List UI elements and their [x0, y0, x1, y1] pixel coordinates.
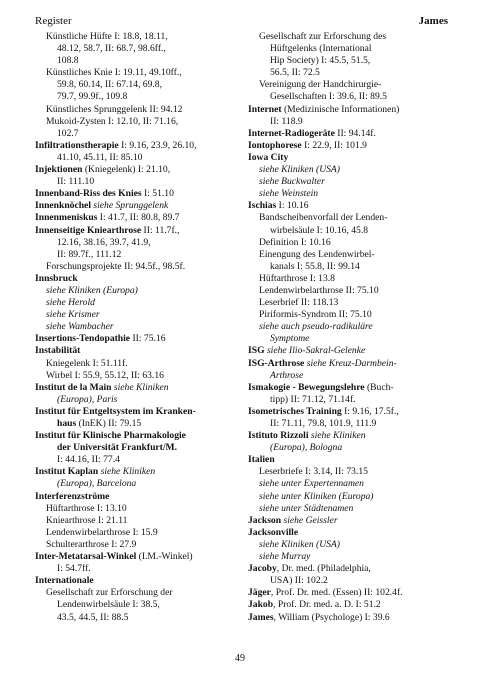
cross-reference: (Europa), Bologna: [270, 442, 343, 454]
index-locator-text: (Medizinische Informationen): [281, 103, 400, 115]
index-headword: haus: [57, 418, 77, 429]
index-entry-continuation: [35, 418, 238, 430]
index-locator-text: (I.M.-Winkel): [136, 551, 193, 563]
index-locator-text: 41.10, 45.11, II: 85.10: [57, 151, 143, 163]
index-locator-text: II: 111.10: [57, 176, 95, 188]
index-entry-continuation: [35, 128, 238, 140]
index-subentry: [248, 164, 449, 176]
index-entry: [248, 140, 449, 152]
index-locator-text: Gesellschaft zur Erforschung des: [259, 31, 387, 42]
index-subentry: [248, 539, 449, 551]
index-locator-text: Hüftgelenks (International: [270, 43, 372, 55]
index-entry: [248, 515, 449, 527]
cross-reference: siehe Kliniken: [111, 381, 169, 393]
index-locator-text: II: 11.7f.,: [141, 224, 180, 236]
index-subentry: [35, 31, 238, 43]
index-locator-text: I: 54.7ff.: [57, 563, 91, 575]
index-locator-text: 43.5, 44.5, II: 88.5: [57, 611, 129, 623]
index-subentry: [248, 478, 449, 490]
index-entry-continuation: [35, 478, 238, 490]
index-headword: ISG: [248, 345, 265, 357]
index-locator-text: Einengung des Lendenwirbel-: [259, 248, 375, 260]
index-entry-continuation: [248, 442, 449, 454]
index-subentry: [248, 176, 449, 188]
index-subentry: [248, 491, 449, 503]
index-headword: James: [248, 611, 274, 623]
index-entry-continuation: [35, 249, 238, 261]
index-headword: Ismakogie - Bewegungslehre: [248, 381, 365, 393]
index-locator-text: , Prof. Dr. med. a. D. I: 51.2: [273, 599, 381, 611]
index-entry-continuation: [248, 225, 449, 237]
index-entry: [248, 200, 449, 212]
header-guide-word: James: [418, 15, 448, 27]
index-entry-continuation: [248, 575, 449, 587]
cross-reference: Arthrose: [270, 369, 304, 381]
index-subentry: [35, 358, 238, 370]
index-entry-continuation: [248, 261, 449, 273]
index-locator-text: , Prof. Dr. med. (Essen) II: 102.4f.: [270, 587, 403, 599]
index-subentry: [35, 285, 238, 297]
index-subentry: [35, 116, 238, 128]
index-entry-continuation: [248, 418, 449, 430]
index-locator-text: I: 10.16: [276, 200, 309, 212]
index-locator-text: (Buch-: [364, 381, 394, 393]
index-locator-text: Künstliches Sprunggelenk II: 94.12: [46, 103, 183, 115]
cross-reference: siehe Murray: [259, 551, 311, 563]
index-locator-text: Vereinigung der Handchirurgie-: [259, 79, 382, 91]
index-subentry: [35, 503, 238, 515]
index-locator-text: Kniegelenk I: 51.11f.: [46, 357, 128, 369]
index-headword: Interferenzströme: [35, 490, 110, 502]
cross-reference: siehe Wambacher: [46, 321, 114, 333]
index-headword: Jacksonville: [248, 526, 299, 538]
index-subentry: [35, 539, 238, 551]
index-entry: [35, 333, 238, 345]
index-entry: [35, 575, 238, 587]
index-entry: [248, 612, 449, 624]
index-entry: [35, 382, 238, 394]
index-locator-text: kanals I: 55.8, II: 99.14: [270, 260, 360, 272]
index-entry: [35, 140, 238, 152]
cross-reference: siehe Kreuz-Darmbein-: [304, 357, 397, 369]
index-locator-text: Mukoid-Zysten I: 12.10, II: 71.16,: [46, 115, 179, 127]
index-headword: Jackson: [248, 514, 282, 526]
index-locator-text: II: 89.7f., 111.12: [57, 248, 122, 260]
index-subentry: [248, 249, 449, 261]
index-entry: [248, 128, 449, 140]
index-headword: Jakob: [248, 599, 274, 611]
index-headword: Jäger: [248, 587, 271, 599]
index-entry-continuation: [248, 55, 449, 67]
index-entry: [35, 551, 238, 563]
index-entry: [248, 406, 449, 418]
index-entry: [35, 225, 238, 237]
index-entry: [35, 345, 238, 357]
index-locator-text: I: 41.7, II: 80.8, 89.7: [97, 212, 180, 224]
index-locator-text: , William (Psychologe) I: 39.6: [273, 611, 390, 623]
index-headword: Instabilität: [35, 345, 81, 357]
index-subentry: [248, 273, 449, 285]
cross-reference: siehe Sprunggelenk: [90, 200, 169, 212]
index-headword: Institut Kaplan: [35, 466, 99, 478]
index-locator-text: II: 94.14f.: [334, 127, 376, 139]
index-locator-text: Leserbrief II: 118.13: [259, 297, 339, 309]
index-locator-text: 12.16, 38.16, 39.7, 41.9,: [57, 236, 151, 248]
index-entry-continuation: [35, 91, 238, 103]
index-headword: Innenknöchel: [35, 200, 91, 212]
index-locator-text: II: 75.16: [130, 333, 166, 345]
index-entry: [248, 152, 449, 164]
index-locator-text: Gesellschaft zur Erforschung der: [46, 587, 173, 599]
index-headword: Iontophorese: [248, 139, 302, 151]
index-locator-text: (Kniegelenk) I: 21.10,: [82, 164, 171, 176]
index-headword: Ischias: [248, 200, 277, 212]
index-locator-text: 59.8, 60.14, II: 67.14, 69.8,: [57, 79, 162, 91]
index-headword: ISG-Arthrose: [248, 357, 305, 369]
cross-reference: siehe Kliniken: [98, 466, 156, 478]
index-subentry: [248, 503, 449, 515]
index-entry-continuation: [248, 91, 449, 103]
index-subentry: [248, 79, 449, 91]
index-subentry: [35, 104, 238, 116]
index-locator-text: I: 51.10: [141, 188, 174, 200]
index-locator-text: Lendenwirbelsäule I: 38.5,: [57, 599, 160, 611]
index-subentry: [248, 466, 449, 478]
index-locator-text: (InEK) II: 79.15: [76, 418, 142, 429]
index-locator-text: 56.5, II: 72.5: [270, 67, 320, 79]
index-headword: Innenmeniskus: [35, 212, 98, 224]
index-entry: [35, 430, 238, 442]
header-section-title: Register: [35, 15, 72, 27]
index-entry-continuation: [35, 394, 238, 406]
index-locator-text: tipp) II: 71.12, 71.14f.: [270, 393, 356, 405]
index-subentry: [35, 67, 238, 79]
index-entry-continuation: [35, 79, 238, 91]
index-entry-continuation: [35, 43, 238, 55]
index-locator-text: I: 9.16, 17.5f.,: [341, 405, 399, 417]
cross-reference: (Europa), Paris: [57, 393, 118, 405]
index-entry-continuation: [35, 442, 238, 454]
index-entry: [248, 563, 449, 575]
index-locator-text: 102.7: [57, 127, 79, 139]
index-entry: [248, 382, 449, 394]
cross-reference: siehe Krismer: [46, 309, 100, 321]
index-entry-continuation: [248, 370, 449, 382]
index-headword: Injektionen: [35, 164, 83, 176]
index-entry-continuation: [35, 176, 238, 188]
index-headword: Jacoby: [248, 563, 277, 575]
index-subentry: [248, 321, 449, 333]
index-entry: [248, 454, 449, 466]
index-locator-text: Hüftarthrose I: 13.8: [259, 272, 335, 284]
index-locator-text: I: 22.9, II: 101.9: [301, 139, 367, 151]
index-locator-text: Kniearthrose I: 21.11: [46, 514, 128, 526]
index-locator-text: II: 71.11, 79.8, 101.9, 111.9: [270, 418, 377, 429]
running-header: [35, 13, 448, 29]
index-entry: [35, 188, 238, 200]
index-headword: Institut für Klinische Pharmakologie: [35, 430, 186, 442]
index-locator-text: USA) II: 102.2: [270, 575, 328, 587]
index-locator-text: Bandscheibenvorfall der Lenden-: [259, 212, 388, 224]
index-entry-continuation: [248, 43, 449, 55]
index-subentry: [248, 212, 449, 224]
index-entry: [248, 527, 449, 539]
index-entry: [35, 273, 238, 285]
index-subentry: [35, 297, 238, 309]
index-subentry: [35, 527, 238, 539]
cross-reference: siehe Kliniken: [308, 430, 366, 442]
index-subentry: [248, 237, 449, 249]
index-subentry: [248, 309, 449, 321]
index-subentry: [35, 321, 238, 333]
index-entry-continuation: [248, 116, 449, 128]
index-subentry: [248, 297, 449, 309]
index-locator-text: I: 44.16, II: 77.4: [57, 454, 120, 466]
cross-reference: siehe unter Städtenamen: [259, 502, 354, 514]
index-subentry: [35, 370, 238, 382]
index-entry: [248, 358, 449, 370]
index-headword: Institut de la Main: [35, 381, 112, 393]
index-entry: [35, 200, 238, 212]
index-locator-text: II: 118.9: [270, 115, 303, 127]
index-entry-continuation: [35, 152, 238, 164]
cross-reference: Symptome: [270, 333, 310, 345]
index-headword: Innenband-Riss des Knies: [35, 188, 142, 200]
index-headword: Istituto Rizzoli: [248, 430, 309, 442]
index-entry-continuation: [35, 55, 238, 67]
page-number: 49: [235, 653, 245, 664]
cross-reference: siehe Kliniken (USA): [259, 164, 340, 176]
index-locator-text: I: 9.16, 23.9, 26.10,: [118, 139, 197, 151]
index-headword: Insertions-Tendopathie: [35, 333, 131, 345]
index-entry-continuation: [35, 454, 238, 466]
index-locator-text: Hip Society) I: 45.5, 51.5,: [270, 55, 371, 67]
index-entry: [35, 466, 238, 478]
index-locator-text: Definition I: 10.16: [259, 236, 331, 248]
index-locator-text: Leserbriefe I: 3.14, II: 73.15: [259, 466, 368, 478]
index-locator-text: Künstliche Hüfte I: 18.8, 18.11,: [46, 31, 168, 42]
index-locator-text: 79.7, 99.9f., 109.8: [57, 91, 128, 103]
cross-reference: siehe auch pseudo-radikuläre: [259, 321, 373, 333]
cross-reference: siehe Kliniken (USA): [259, 538, 340, 550]
index-headword: Institut für Entgeltsystem im Kranken-: [35, 405, 196, 417]
index-entry: [35, 491, 238, 503]
index-headword: Internet-Radiogeräte: [248, 127, 335, 139]
index-entry-continuation: [35, 563, 238, 575]
index-headword: Iowa City: [248, 151, 289, 163]
index-entry: [248, 430, 449, 442]
index-entry-continuation: [248, 333, 449, 345]
index-headword: der Universität Frankfurt/M.: [57, 442, 177, 454]
index-locator-text: wirbelsäule I: 10.16, 45.8: [270, 224, 369, 236]
index-entry-continuation: [35, 237, 238, 249]
index-locator-text: Gesellschaften I: 39.6, II: 89.5: [270, 91, 387, 103]
index-locator-text: , Dr. med. (Philadelphia,: [276, 563, 371, 575]
index-entry: [248, 345, 449, 357]
index-headword: Isometrisches Training: [248, 405, 342, 417]
index-entry-continuation: [248, 394, 449, 406]
index-locator-text: 108.8: [57, 55, 79, 67]
index-subentry: [35, 515, 238, 527]
index-subentry: [248, 188, 449, 200]
index-entry-continuation: [248, 67, 449, 79]
index-headword: Infiltrationstherapie: [35, 139, 119, 151]
index-entry-continuation: [35, 612, 238, 624]
index-locator-text: Wirbel I: 55.9, 55.12, II: 63.16: [46, 369, 164, 381]
cross-reference: siehe Kliniken (Europa): [46, 284, 138, 296]
cross-reference: siehe Buckwalter: [259, 176, 325, 188]
index-locator-text: Künstliches Knie I: 19.11, 49.10ff.,: [46, 67, 182, 79]
cross-reference: siehe Ilio-Sakral-Gelenke: [264, 345, 366, 357]
index-column-right: [248, 31, 449, 624]
cross-reference: (Europa), Barcelona: [57, 478, 137, 490]
index-subentry: [248, 285, 449, 297]
index-locator-text: Piriformis-Syndrom II: 75.10: [259, 309, 372, 321]
index-headword: Inter-Metatarsal-Winkel: [35, 551, 137, 563]
cross-reference: siehe Geissler: [281, 514, 338, 526]
index-locator-text: Lendenwirbelarthrose II: 75.10: [259, 284, 379, 296]
index-subentry: [35, 587, 238, 599]
cross-reference: siehe unter Expertennamen: [259, 478, 364, 490]
cross-reference: siehe unter Kliniken (Europa): [259, 490, 374, 502]
cross-reference: siehe Weinstein: [259, 188, 319, 200]
index-subentry: [35, 261, 238, 273]
index-locator-text: Hüftarthrose I: 13.10: [46, 502, 127, 514]
index-headword: Innenseitige Kniearthrose: [35, 224, 142, 236]
index-locator-text: Lendenwirbelarthrose I: 15.9: [46, 526, 158, 538]
index-headword: Italien: [248, 454, 275, 466]
index-entry-continuation: [35, 599, 238, 611]
cross-reference: siehe Herold: [46, 297, 95, 309]
index-entry: [35, 164, 238, 176]
index-subentry: [248, 31, 449, 43]
index-entry: [248, 104, 449, 116]
index-column-left: [35, 31, 238, 624]
index-headword: Innsbruck: [35, 272, 78, 284]
index-entry: [248, 599, 449, 611]
index-entry: [35, 406, 238, 418]
index-subentry: [248, 551, 449, 563]
index-entry: [35, 212, 238, 224]
index-subentry: [35, 309, 238, 321]
index-headword: Internet: [248, 103, 282, 115]
index-locator-text: 48.12, 58.7, II: 68.7, 98.6ff.,: [57, 43, 166, 55]
index-locator-text: Schulterarthrose I: 27.9: [46, 538, 137, 550]
index-locator-text: Forschungsprojekte II: 94.5f., 98.5f.: [46, 260, 186, 272]
index-entry: [248, 587, 449, 599]
index-headword: Internationale: [35, 575, 94, 587]
